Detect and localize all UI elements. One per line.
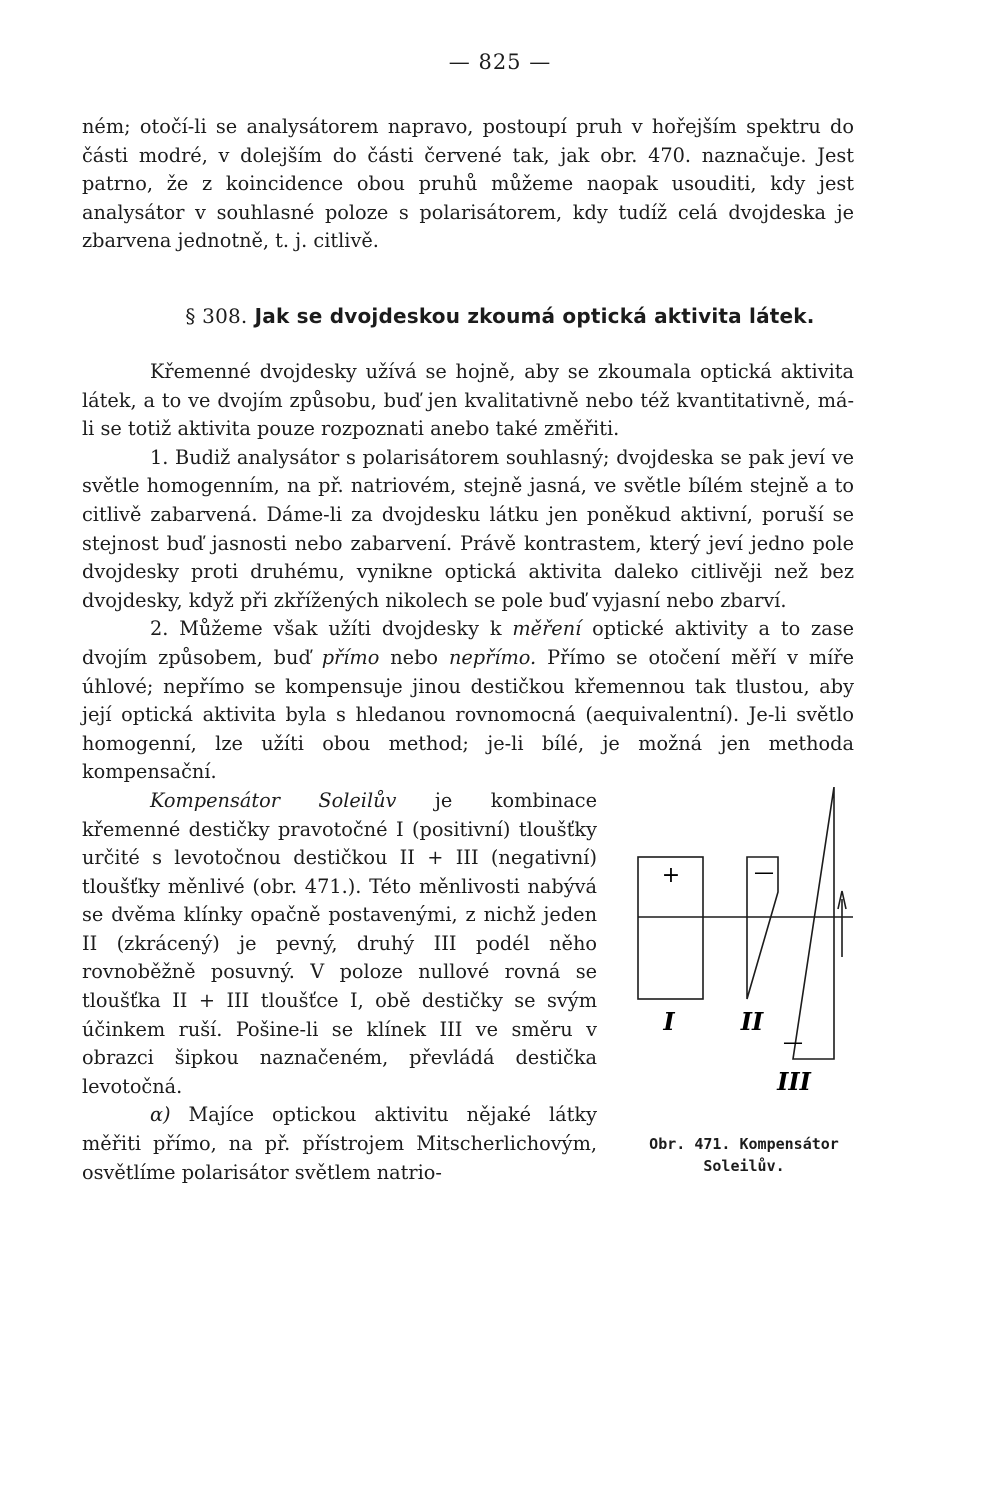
figure-caption bbox=[619, 1133, 869, 1177]
label-I: I bbox=[663, 1006, 675, 1036]
section-number: § 308. bbox=[185, 304, 248, 328]
emphasis: měření bbox=[512, 617, 582, 641]
section-body bbox=[82, 358, 854, 1195]
text-run: 2. Můžeme však užíti dvojdesky k bbox=[150, 617, 513, 641]
plus-label: + bbox=[661, 862, 681, 888]
caption-line: Soleilův. bbox=[703, 1156, 785, 1175]
text-run: nebo bbox=[379, 645, 449, 669]
emphasis: Kompensátor Soleilův bbox=[150, 788, 397, 812]
section-heading bbox=[0, 304, 1000, 328]
emphasis: α) bbox=[150, 1103, 171, 1127]
emphasis: přímo bbox=[321, 645, 380, 669]
paragraph-continuation: ném; otočí-li se analysátorem napravo, postoupí pruh v hořejším spektru do části modré, v dolejším do části červené tak, jak obr. 470. naznačuje. Jest patrno, že z koincidence obou pruhů můžeme naopak usouditi, kdy jest analysátor v souhlasné poloze s polarisátorem, kdy tudíž celá dvojdeska je zbarvena jednotně, t. j. citlivě. bbox=[82, 115, 854, 253]
minus-label-top: — bbox=[754, 859, 774, 884]
page-number: — 825 — bbox=[448, 50, 552, 74]
text-run: Přímo se otočení měří v míře úhlové; nepřímo se kompensuje jinou destičkou křemennou tak tlustou, aby její optická aktivita byla s hledanou rovnomocná (aequivalentní). Je-li světlo homogenní, lze užíti obou method; je-li bílé, je možná jen methoda kompensační. bbox=[82, 645, 855, 784]
text-run: je kombinace křemenné destičky pravotočné I (positivní) tloušťky určité s levotočnou destičkou II + III (negativní) tloušťky měnlivé (obr. 471.). Této měnlivosti nabývá se dvěma klínky opačně postavenými, z nichž jeden II (zkrácený) je pevný, druhý III podél něho rovnoběžně posuvný. V poloze nullové rovná se tloušťka II + III tloušťce I, obě destičky se svým účinkem ruší. Pošine-li se klínek III ve směru v obrazci šipkou naznačeném, převládá destička levotočná. bbox=[82, 788, 597, 1098]
caption-line: Obr. 471. Kompensátor bbox=[649, 1134, 839, 1153]
figure-471 bbox=[619, 787, 869, 1195]
paragraph-measurement bbox=[82, 615, 854, 787]
label-III: III bbox=[777, 1066, 811, 1096]
text-run: Majíce optickou aktivitu nějaké látky měřiti přímo, na př. přístrojem Mitscherlichovým, osvětlíme polarisátor světlem natrio- bbox=[82, 1103, 597, 1184]
wedge-III-outline bbox=[793, 787, 834, 1059]
emphasis: nepřímo. bbox=[448, 645, 537, 669]
compensator-diagram bbox=[621, 787, 871, 1127]
section-title: Jak se dvojdeskou zkoumá optická aktivita látek. bbox=[254, 304, 815, 328]
paragraph-qualitative: 1. Budiž analysátor s polarisátorem souhlasný; dvojdeska se pak jeví ve světle homogenním, na př. natriovém, stejně jasná, ve světle bílém stejně a to citlivě zabarvená. Dáme-li za dvojdesku látku jen poněkud aktivní, poruší se stejnost buď jasnosti nebo zabarvení. Právě kontrastem, který jeví jedno pole dvojdesky proti druhému, vynikne optická aktivita daleko citlivěji než bez dvojdesky, když při zkřížených nikolech se pole buď vyjasní nebo zbarví. bbox=[82, 445, 854, 612]
paragraph-intro: Křemenné dvojdesky užívá se hojně, aby se zkoumala optická aktivita látek, a to ve dvojím způsobu, buď jen kvalitativně nebo též kvantitativně, má-li se totiž aktivita pouze rozpoznati anebo také změřiti. bbox=[82, 360, 854, 441]
text-run: optické aktivity a to zase dvojím způsobem, buď bbox=[82, 617, 854, 669]
minus-label-bottom: — bbox=[783, 1029, 803, 1054]
label-II: II bbox=[740, 1006, 764, 1036]
